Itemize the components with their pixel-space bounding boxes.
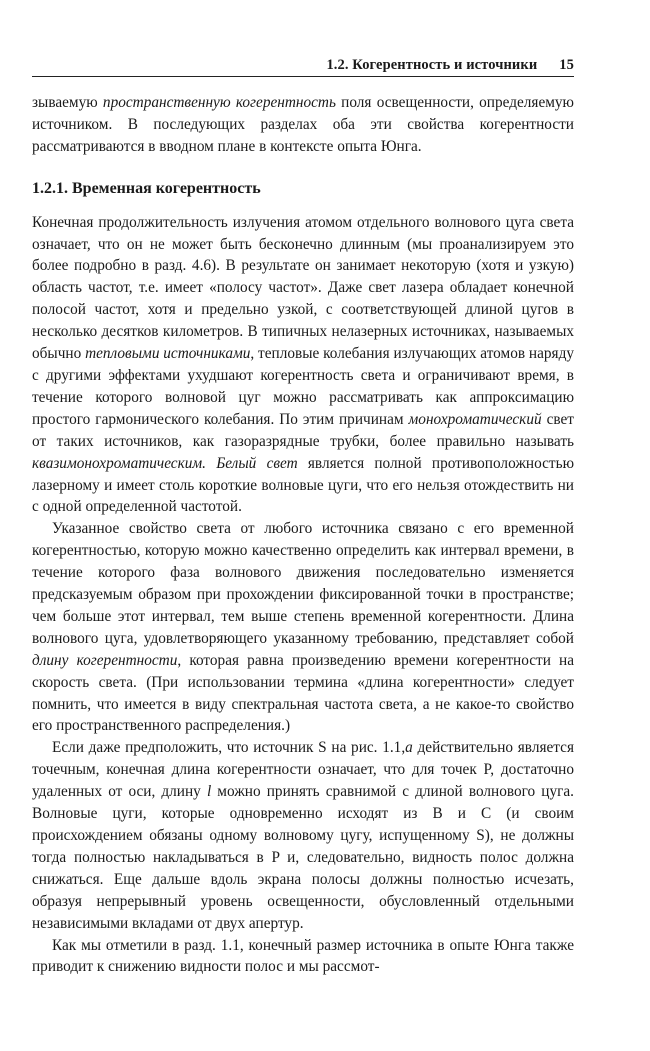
text-run: свет от таких источников, как газоразрядные трубки, более правильно называть: [32, 410, 574, 450]
text-run: Указанное свойство света от любого источника связано с его временной когерентностью, которую можно качественно определить как интервал времени, в течение которого фаза волнового движения последовательно изменяется предсказуемым образом при прохождении фиксированной точки в пространстве; чем больше этот интервал, тем выше степень временной когерентности. Длина волнового цуга, удовлетворяющего указанному требованию, представляет собой: [32, 520, 574, 647]
page-body: [32, 92, 574, 978]
emphasis-term: монохроматический: [408, 410, 542, 428]
text-run: , которая равна произведению времени когерентности на скорость света. (При использовании термина «длина когерентности» следует помнить, что имеется в виду спектральная частота света, а не какое-то свойство его пространственного распределения.): [32, 651, 574, 735]
running-title: 1.2. Когерентность и источники: [326, 57, 538, 73]
paragraph: [32, 935, 574, 979]
emphasis-term: пространственную когерентность: [102, 94, 336, 111]
text-run: Как мы отметили в разд. 1.1, конечный размер источника в опыте Юнга также приводит к снижению видности полос и мы рассмот-: [32, 936, 574, 976]
paragraph: [32, 212, 574, 519]
running-header: [32, 57, 574, 77]
paragraph-continuation: [32, 92, 574, 158]
text-run: Конечная продолжительность излучения атомом отдельного волнового цуга света означает, что он не может быть бесконечно длинным (мы проанализируем это более подробно в разд. 4.6). В результате он занимает некоторую (хотя и узкую) область частот, т.е. имеет «полосу частот». Даже свет лазера обладает конечной полосой частот, хотя и предельно узкой, с соответствующей длиной цугов в несколько десятков километров. В типичных нелазерных источниках, называемых обычно: [32, 213, 574, 363]
text-run: действительно является точечным, конечная длина когерентности означает, что для точек P, достаточно удаленных от оси, длину: [32, 739, 574, 801]
text-run: Если даже предположить, что источник S на рис. 1.1,: [52, 739, 406, 757]
emphasis-term: l: [206, 783, 212, 801]
page-number: 15: [559, 57, 574, 73]
section-heading: 1.2.1. Временная когерентность: [32, 179, 261, 197]
emphasis-term: длину когерентности: [32, 651, 178, 669]
text-run: зываемую: [32, 94, 103, 111]
emphasis-term: тепловыми источниками: [85, 345, 251, 363]
text-run: поля освещенности, определяемую источником. В последующих разделах оба эти свойства когерентности рассматриваются в вводном плане в контексте опыта Юнга.: [32, 94, 574, 155]
text-run: является полной противоположностью лазерному и имеет столь короткие волновые цуги, что его нельзя отождествить ни с одной определенной частотой.: [32, 454, 574, 516]
text-run: , тепловые колебания излучающих атомов наряду с другими эффектами ухудшают когерентность света и ограничивают время, в течение которого волновой цуг можно рассматривать как аппроксимацию простого гармонического колебания. По этим причинам: [32, 345, 575, 428]
paragraph: [32, 737, 574, 934]
paragraph: [32, 518, 574, 737]
emphasis-term: квазимонохроматическим. Белый свет: [32, 454, 298, 472]
text-run: можно принять сравнимой с длиной волнового цуга. Волновые цуги, которые одновременно исходят из B и C (и своим происхождением обязаны одному волновому цугу, испущенному S), не должны тогда полностью накладываться в P и, следовательно, видность полос должна снижаться. Еще дальше вдоль экрана полосы должны полностью исчезать, образуя непрерывный уровень освещенности, обусловленный отдельными независимыми вкладами от двух апертур.: [32, 783, 574, 932]
emphasis-term: а: [405, 739, 413, 757]
